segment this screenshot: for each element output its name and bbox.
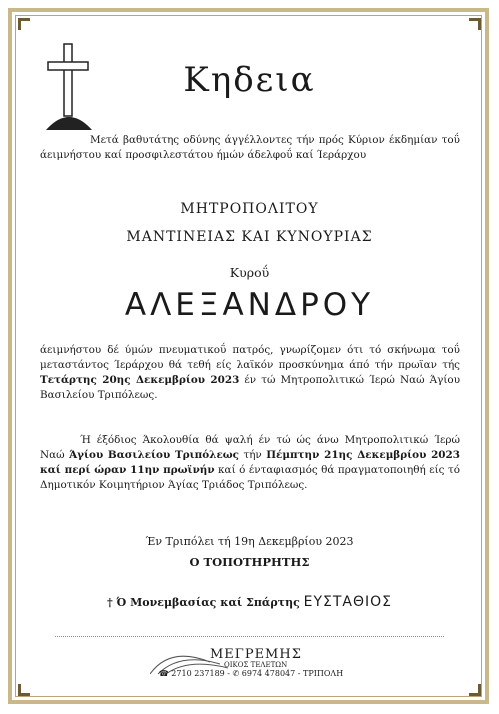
corner-ornament-icon xyxy=(469,684,481,696)
signer-line xyxy=(40,594,459,610)
signer-prefix: † Ό Μονεμβασίας καί Σπάρτης xyxy=(106,596,304,609)
funeral-church: Άγίου Βασιλείου Τριπόλεως xyxy=(69,449,239,461)
paragraph-viewing-end: έν τώ Μητροπολιτικώ Ίερώ Ναώ Άγίου Βασιλείου Τριπόλεως. xyxy=(40,374,461,401)
paragraph-funeral-mid: τήν xyxy=(238,449,267,461)
signer-name: ΕΥΣΤΑΘΙΟΣ xyxy=(303,594,393,610)
footer-divider xyxy=(55,636,444,637)
cross-icon xyxy=(44,42,94,132)
paragraph-viewing xyxy=(40,343,460,403)
heading-diocese: ΜΑΝΤΙΝΕΙΑΣ ΚΑΙ ΚΥΝΟΥΡΙΑΣ xyxy=(126,229,373,245)
paragraph-funeral xyxy=(40,433,460,493)
viewing-date: Τετάρτης 20ης Δεκεμβρίου 2023 xyxy=(40,374,240,386)
logo-subtitle: ΟΙΚΟΣ ΤΕΛΕΤΩΝ xyxy=(224,661,288,669)
paragraph-funeral-text: Ή έξόδιος Άκολουθία θά ψαλή έν τώ ώς άνω Μητροπολιτικώ Ίερώ Ναώ xyxy=(40,434,460,461)
date-line: Έν Τριπόλει τή 19η Δεκεμβρίου 2023 xyxy=(145,535,354,548)
corner-ornament-icon xyxy=(18,684,30,696)
intro-paragraph: Μετά βαθυτάτης οδύνης άγγέλλοντες τήν πρός Κύριον έκδημίαν τοΰ άειμνήστου καί προσφιλεστάτου ήμών άδελφοΰ καί Ίεράρχου xyxy=(40,134,460,161)
signer-title: Ο ΤΟΠΟΤΗΡΗΤΗΣ xyxy=(189,555,310,569)
corner-ornament-icon xyxy=(469,18,481,30)
corner-ornament-icon xyxy=(18,18,30,30)
footer-contacts: ☎ 2710 237189 - ✆ 6974 478047 - ΤΡΙΠΟΛΗ xyxy=(158,669,344,678)
funeral-datetime: Πέμπτην 21ης Δεκεμβρίου 2023 καί περί ώραν 11ην πρωϊνήν xyxy=(40,449,460,476)
heading-metropolitan: ΜΗΤΡΟΠΟΛΙΤΟΥ xyxy=(180,201,319,217)
paragraph-viewing-text: άειμνήστου δέ ύμών πνευματικοΰ πατρός, γνωρίζομεν ότι τό σκήνωμα τοΰ μεταστάντος Ίεράρχου θά τεθή είς λαϊκόν προσκύνημα άπό τήν πρωϊαν τής xyxy=(40,344,460,371)
heading-kyrou: Κυροΰ xyxy=(229,265,270,280)
page-title: Κηδεια xyxy=(183,60,316,100)
paragraph-funeral-end: καί ό ένταφιασμός θά πραγματοποιηθή είς τό Δημοτικόν Κοιμητήριον Άγίας Τριάδος Τριπόλεως. xyxy=(40,464,460,491)
deceased-name: ΑΛΕΞΑΝΔΡΟΥ xyxy=(124,287,375,323)
logo-name: ΜΕΓΡΕΜΗΣ xyxy=(210,647,302,662)
